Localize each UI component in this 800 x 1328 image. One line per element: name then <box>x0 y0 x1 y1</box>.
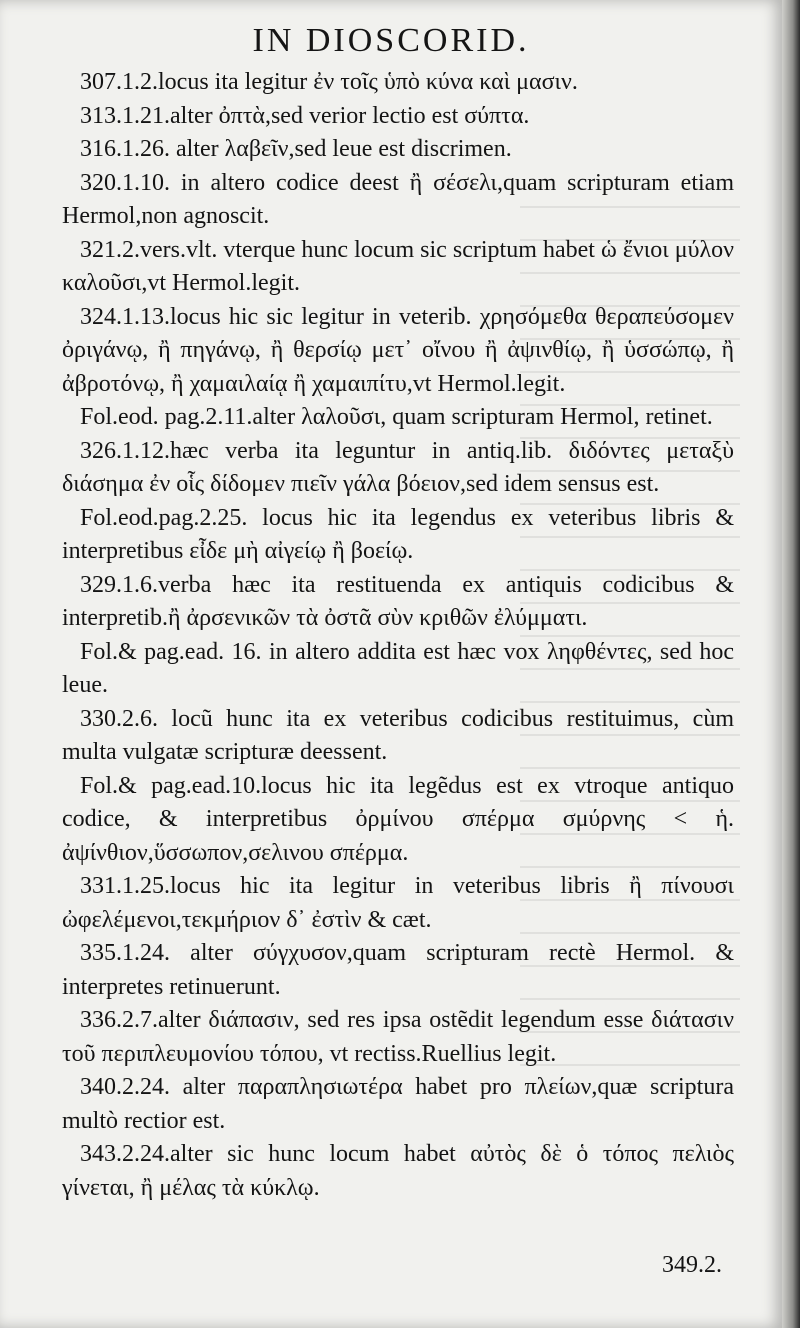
entry: 340.2.24. alter παραπλησιωτέρα habet pro πλείων,quæ scriptura multò rectior est. <box>62 1074 734 1134</box>
catchword: 349.2. <box>662 1252 722 1278</box>
entry: Fol.& pag.ead.10.locus hic ita legẽdus est ex vtroque antiquo codice, & interpretibus ὀρμίνου σπέρμα σμύρνης < ἡ. ἀψίνθιον,ὕσσωπον,σελινου σπέρμα. <box>62 772 734 866</box>
entry: 326.1.12.hæc verba ita leguntur in antiq.lib. διδόντες μεταξὺ διάσημα ἐν οἷς δίδομεν πιεῖν γάλα βόειον,sed idem sensus est. <box>62 437 734 497</box>
entry: 335.1.24. alter σύγχυσον,quam scripturam rectè Hermol. & interpretes retinuerunt. <box>62 940 734 1000</box>
entry: 336.2.7.alter διάπασιν, sed res ipsa ostẽdit legendum esse διάτασιν τοῦ περιπλευμονίου τόπου, vt rectiss.Ruellius legit. <box>62 1007 734 1067</box>
entry: 321.2.vers.vlt. vterque hunc locum sic scriptum habet ὡ ἔνιοι μύλον καλοῦσι,vt Hermol.legit. <box>62 236 734 296</box>
entry: Fol.eod. pag.2.11.alter λαλοῦσι, quam scripturam Hermol, retinet. <box>80 404 713 430</box>
entry: 331.1.25.locus hic ita legitur in veteribus libris ἢ πίνουσι ὠφελέμενοι,τεκμήριον δ᾽ ἐστὶν & cæt. <box>62 873 734 933</box>
entry: 320.1.10. in altero codice deest ἢ σέσελι,quam scripturam etiam Hermol,non agnoscit. <box>62 169 734 229</box>
entry: Fol.eod.pag.2.25. locus hic ita legendus ex veteribus libris & interpretibus εἶδε μὴ αἰγείῳ ἢ βοείῳ. <box>62 504 734 564</box>
entry: 343.2.24.alter sic hunc locum habet αὐτὸς δὲ ὁ τόπος πελιὸς γίνεται, ἢ μέλας τὰ κύκλῳ. <box>62 1141 734 1201</box>
running-head: IN DIOSCORID. <box>252 22 530 59</box>
commentary-body <box>62 66 734 1205</box>
entry: 330.2.6. locũ hunc ita ex veteribus codicibus restituimus, cùm multa vulgatæ scripturæ deessent. <box>62 705 734 765</box>
entry: 324.1.13.locus hic sic legitur in veterib. χρησόμεθα θεραπεύσομεν ὀριγάνῳ, ἢ πηγάνῳ, ἢ θερσίῳ μετ᾽ οἴνου ἢ ἀψινθίῳ, ἢ ὑσσώπῳ, ἢ ἀβροτόνῳ, ἢ χαμαιλαίᾳ ἢ χαμαιπίτυ,vt Hermol.legit. <box>62 303 734 397</box>
entry: 313.1.21.alter ὀπτὰ,sed verior lectio est σύπτα. <box>80 102 530 129</box>
entry: Fol.& pag.ead. 16. in altero addita est hæc vox ληφθέντες, sed hoc leue. <box>62 638 734 698</box>
entry: 307.1.2.locus ita legitur ἐν τοῖς ὑπὸ κύνα καὶ μασιν. <box>80 69 578 95</box>
page-edge-shadow <box>782 0 800 1328</box>
entry: 329.1.6.verba hæc ita restituenda ex antiquis codicibus & interpretib.ἢ ἀρσενικῶν τὰ ὀστᾶ σὺν κριθῶν ἐλύμματι. <box>62 571 734 631</box>
entry: 316.1.26. alter λαβεῖν,sed leue est discrimen. <box>80 136 512 162</box>
